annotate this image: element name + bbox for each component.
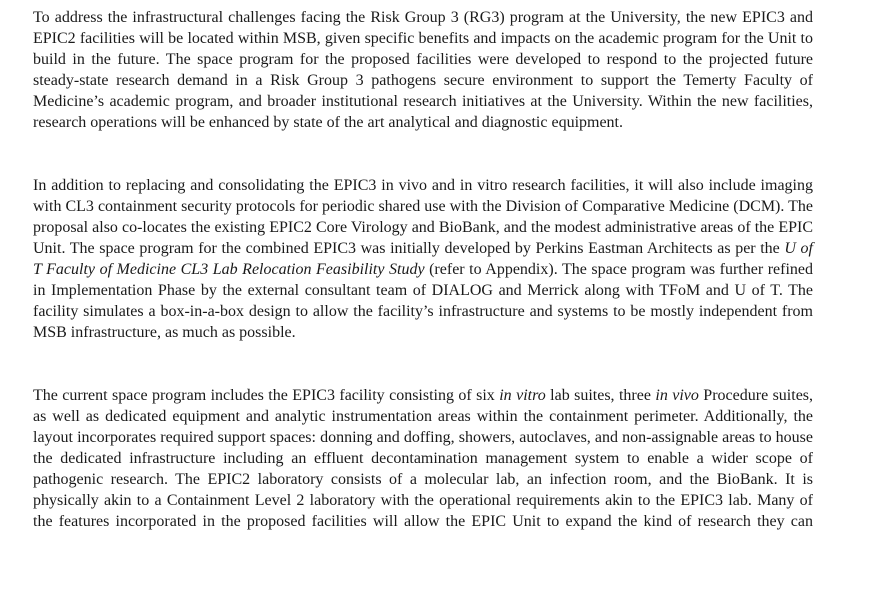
paragraph-text: In addition to replacing and consolidating the EPIC3 in vivo and in vitro research facilities, it will also include imaging with CL3 containment security protocols for periodic shared use with the Division of Comparative Medicine (DCM). The proposal also co-locates the existing EPIC2 Core Virology and BioBank, and the modest administrative areas of the EPIC Unit. The space program for the combined EPIC3 was initially developed by Perkins Eastman Architects as per the <box>33 177 813 257</box>
paragraph-text: Procedure suites, as well as dedicated equipment and analytic instrumentation areas within the containment perimeter. Additionally, the layout incorporates required support spaces: donning and doffing, showers, autoclaves, and non-assignable areas to house the dedicated infrastructure including an effluent decontamination management system to enable a wider scope of pathogenic research. The EPIC2 laboratory consists of a molecular lab, an infection room, and the BioBank. It is physically akin to a Containment Level 2 laboratory with the operational requirements akin to the EPIC3 lab. Many of the features incorporated in the proposed facilities will allow the EPIC Unit to expand the kind of research they can <box>33 387 814 530</box>
italic-term: in vivo <box>655 387 699 404</box>
paragraph-text: The current space program includes the EPIC3 facility consisting of six <box>33 387 500 404</box>
study-title: U of T Faculty of Medicine CL3 Lab Relocation Feasibility Study <box>33 240 814 278</box>
paragraph-text: (refer to Appendix). The space program was further refined in Implementation Phase by the external consultant team of DIALOG and Merrick along with TFoM and U of T. The facility simulates a box-in-a-box design to allow the facility’s infrastructure and systems to be mostly independent from MSB infrastructure, as much as possible. <box>33 261 814 341</box>
italic-term: in vitro <box>499 387 546 404</box>
paragraph-infrastructure <box>33 7 813 133</box>
paragraph-current-program <box>33 385 813 532</box>
paragraph-text: lab suites, three <box>545 387 656 404</box>
paragraph-space-program <box>33 175 813 343</box>
paragraph-text: To address the infrastructural challenges facing the Risk Group 3 (RG3) program at the University, the new EPIC3 and EPIC2 facilities will be located within MSB, given specific benefits and impacts on the academic program for the Unit to build in the future. The space program for the proposed facilities were developed to respond to the projected future steady-state research demand in a Risk Group 3 pathogens secure environment to support the Temerty Faculty of Medicine’s academic program, and broader institutional research initiatives at the University. Within the new facilities, research operations will be enhanced by state of the art analytical and diagnostic equipment. <box>33 9 813 131</box>
